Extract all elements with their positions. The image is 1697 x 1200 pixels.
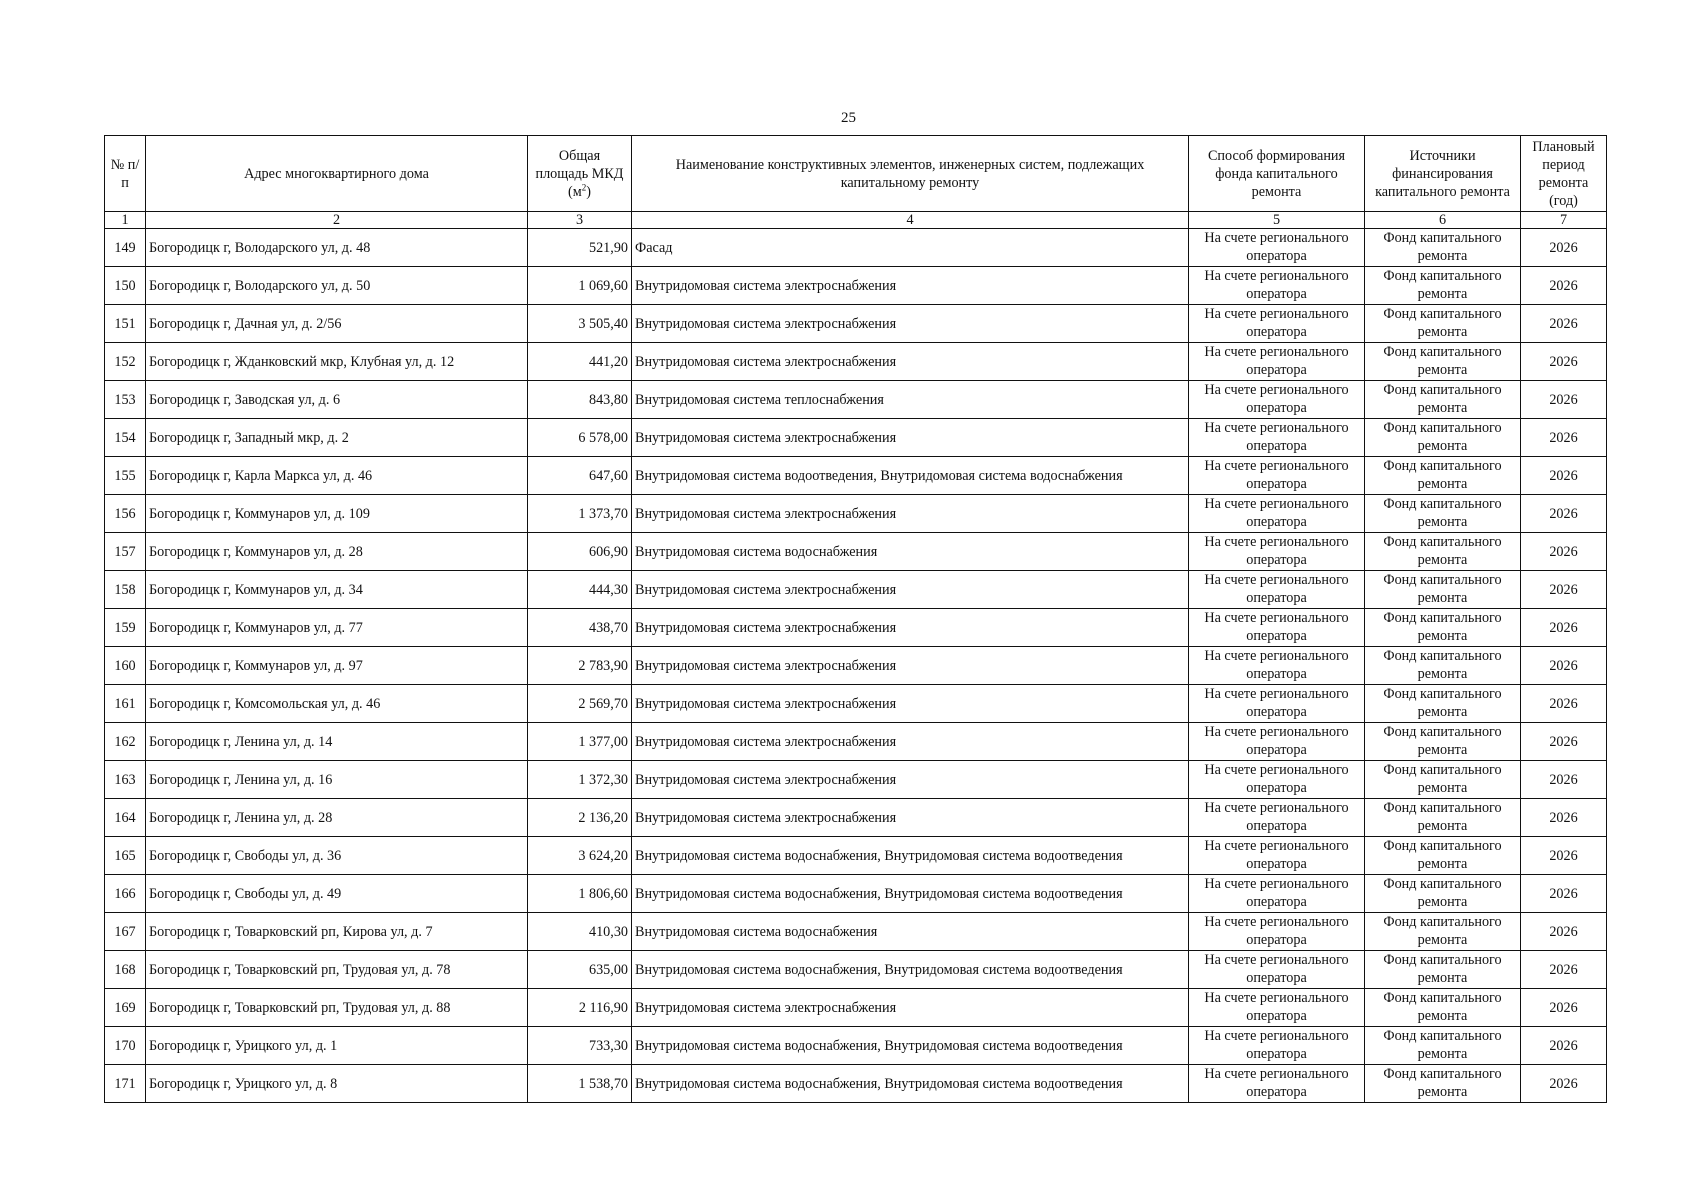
column-number: 5 bbox=[1189, 212, 1365, 229]
header-area-line1: Общая bbox=[558, 147, 601, 164]
elements-cell: Внутридомовая система электроснабжения bbox=[632, 343, 1189, 381]
method-cell: На счете регионального оператора bbox=[1189, 1027, 1365, 1065]
method-cell: На счете регионального оператора bbox=[1189, 647, 1365, 685]
table-row bbox=[105, 1027, 1607, 1065]
year-cell: 2026 bbox=[1521, 913, 1607, 951]
source-cell: Фонд капитального ремонта bbox=[1365, 913, 1521, 951]
area-cell: 521,90 bbox=[528, 229, 632, 267]
row-number: 150 bbox=[105, 267, 146, 305]
year-cell: 2026 bbox=[1521, 837, 1607, 875]
area-cell: 647,60 bbox=[528, 457, 632, 495]
source-cell: Фонд капитального ремонта bbox=[1365, 951, 1521, 989]
year-cell: 2026 bbox=[1521, 1065, 1607, 1103]
elements-cell: Внутридомовая система водоснабжения, Внутридомовая система водоотведения bbox=[632, 1065, 1189, 1103]
year-cell: 2026 bbox=[1521, 989, 1607, 1027]
year-cell: 2026 bbox=[1521, 1027, 1607, 1065]
method-cell: На счете регионального оператора bbox=[1189, 533, 1365, 571]
address-cell: Богородицк г, Ленина ул, д. 16 bbox=[146, 761, 528, 799]
source-cell: Фонд капитального ремонта bbox=[1365, 799, 1521, 837]
method-cell: На счете регионального оператора bbox=[1189, 1065, 1365, 1103]
year-cell: 2026 bbox=[1521, 419, 1607, 457]
source-cell: Фонд капитального ремонта bbox=[1365, 381, 1521, 419]
area-cell: 410,30 bbox=[528, 913, 632, 951]
source-cell: Фонд капитального ремонта bbox=[1365, 647, 1521, 685]
source-cell: Фонд капитального ремонта bbox=[1365, 609, 1521, 647]
area-cell: 438,70 bbox=[528, 609, 632, 647]
elements-cell: Внутридомовая система электроснабжения bbox=[632, 571, 1189, 609]
elements-cell: Внутридомовая система теплоснабжения bbox=[632, 381, 1189, 419]
area-cell: 6 578,00 bbox=[528, 419, 632, 457]
area-cell: 1 069,60 bbox=[528, 267, 632, 305]
year-cell: 2026 bbox=[1521, 343, 1607, 381]
row-number: 156 bbox=[105, 495, 146, 533]
source-cell: Фонд капитального ремонта bbox=[1365, 267, 1521, 305]
table-row bbox=[105, 343, 1607, 381]
row-number: 158 bbox=[105, 571, 146, 609]
source-cell: Фонд капитального ремонта bbox=[1365, 229, 1521, 267]
elements-cell: Фасад bbox=[632, 229, 1189, 267]
row-number: 170 bbox=[105, 1027, 146, 1065]
year-cell: 2026 bbox=[1521, 761, 1607, 799]
address-cell: Богородицк г, Дачная ул, д. 2/56 bbox=[146, 305, 528, 343]
address-cell: Богородицк г, Ленина ул, д. 28 bbox=[146, 799, 528, 837]
year-cell: 2026 bbox=[1521, 457, 1607, 495]
area-cell: 2 569,70 bbox=[528, 685, 632, 723]
table-row bbox=[105, 419, 1607, 457]
source-cell: Фонд капитального ремонта bbox=[1365, 1065, 1521, 1103]
header-period: Плановый период ремонта (год) bbox=[1521, 136, 1607, 212]
elements-cell: Внутридомовая система водоснабжения, Внутридомовая система водоотведения bbox=[632, 875, 1189, 913]
source-cell: Фонд капитального ремонта bbox=[1365, 343, 1521, 381]
address-cell: Богородицк г, Коммунаров ул, д. 34 bbox=[146, 571, 528, 609]
elements-cell: Внутридомовая система электроснабжения bbox=[632, 495, 1189, 533]
table-row bbox=[105, 685, 1607, 723]
year-cell: 2026 bbox=[1521, 305, 1607, 343]
elements-cell: Внутридомовая система электроснабжения bbox=[632, 419, 1189, 457]
year-cell: 2026 bbox=[1521, 685, 1607, 723]
table-row bbox=[105, 837, 1607, 875]
year-cell: 2026 bbox=[1521, 533, 1607, 571]
table-row bbox=[105, 799, 1607, 837]
address-cell: Богородицк г, Комсомольская ул, д. 46 bbox=[146, 685, 528, 723]
area-cell: 606,90 bbox=[528, 533, 632, 571]
address-cell: Богородицк г, Товарковский рп, Кирова ул, д. 7 bbox=[146, 913, 528, 951]
address-cell: Богородицк г, Свободы ул, д. 49 bbox=[146, 875, 528, 913]
column-number: 4 bbox=[632, 212, 1189, 229]
column-number: 1 bbox=[105, 212, 146, 229]
area-cell: 1 377,00 bbox=[528, 723, 632, 761]
repair-register-table bbox=[104, 135, 1607, 1103]
elements-cell: Внутридомовая система электроснабжения bbox=[632, 685, 1189, 723]
elements-cell: Внутридомовая система электроснабжения bbox=[632, 799, 1189, 837]
column-number: 7 bbox=[1521, 212, 1607, 229]
elements-cell: Внутридомовая система водоснабжения, Внутридомовая система водоотведения bbox=[632, 837, 1189, 875]
table-row bbox=[105, 875, 1607, 913]
table-row bbox=[105, 913, 1607, 951]
method-cell: На счете регионального оператора bbox=[1189, 609, 1365, 647]
table-header-row bbox=[105, 136, 1607, 212]
source-cell: Фонд капитального ремонта bbox=[1365, 875, 1521, 913]
row-number: 151 bbox=[105, 305, 146, 343]
area-cell: 733,30 bbox=[528, 1027, 632, 1065]
method-cell: На счете регионального оператора bbox=[1189, 723, 1365, 761]
source-cell: Фонд капитального ремонта bbox=[1365, 495, 1521, 533]
page-number: 25 bbox=[841, 110, 856, 126]
area-cell: 1 372,30 bbox=[528, 761, 632, 799]
table-row bbox=[105, 1065, 1607, 1103]
table-row bbox=[105, 381, 1607, 419]
table-row bbox=[105, 989, 1607, 1027]
method-cell: На счете регионального оператора bbox=[1189, 495, 1365, 533]
header-area-unit-sup: 2 bbox=[581, 181, 587, 192]
address-cell: Богородицк г, Ленина ул, д. 14 bbox=[146, 723, 528, 761]
row-number: 159 bbox=[105, 609, 146, 647]
year-cell: 2026 bbox=[1521, 267, 1607, 305]
area-cell: 635,00 bbox=[528, 951, 632, 989]
source-cell: Фонд капитального ремонта bbox=[1365, 419, 1521, 457]
year-cell: 2026 bbox=[1521, 495, 1607, 533]
address-cell: Богородицк г, Заводская ул, д. 6 bbox=[146, 381, 528, 419]
table-row bbox=[105, 761, 1607, 799]
address-cell: Богородицк г, Коммунаров ул, д. 109 bbox=[146, 495, 528, 533]
row-number: 165 bbox=[105, 837, 146, 875]
row-number: 168 bbox=[105, 951, 146, 989]
address-cell: Богородицк г, Западный мкр, д. 2 bbox=[146, 419, 528, 457]
header-num: № п/п bbox=[105, 136, 146, 212]
method-cell: На счете регионального оператора bbox=[1189, 799, 1365, 837]
row-number: 171 bbox=[105, 1065, 146, 1103]
area-cell: 2 116,90 bbox=[528, 989, 632, 1027]
source-cell: Фонд капитального ремонта bbox=[1365, 723, 1521, 761]
header-source: Источники финансирования капитального ремонта bbox=[1365, 136, 1521, 212]
year-cell: 2026 bbox=[1521, 229, 1607, 267]
area-cell: 3 505,40 bbox=[528, 305, 632, 343]
address-cell: Богородицк г, Коммунаров ул, д. 77 bbox=[146, 609, 528, 647]
table-row bbox=[105, 305, 1607, 343]
table-row bbox=[105, 571, 1607, 609]
address-cell: Богородицк г, Жданковский мкр, Клубная ул, д. 12 bbox=[146, 343, 528, 381]
address-cell: Богородицк г, Свободы ул, д. 36 bbox=[146, 837, 528, 875]
table-row bbox=[105, 533, 1607, 571]
year-cell: 2026 bbox=[1521, 723, 1607, 761]
elements-cell: Внутридомовая система электроснабжения bbox=[632, 761, 1189, 799]
table-row bbox=[105, 267, 1607, 305]
header-elements: Наименование конструктивных элементов, инженерных систем, подлежащих капитальному ремонту bbox=[632, 136, 1189, 212]
row-number: 153 bbox=[105, 381, 146, 419]
elements-cell: Внутридомовая система электроснабжения bbox=[632, 647, 1189, 685]
method-cell: На счете регионального оператора bbox=[1189, 761, 1365, 799]
year-cell: 2026 bbox=[1521, 647, 1607, 685]
elements-cell: Внутридомовая система водоснабжения bbox=[632, 913, 1189, 951]
method-cell: На счете регионального оператора bbox=[1189, 571, 1365, 609]
row-number: 155 bbox=[105, 457, 146, 495]
source-cell: Фонд капитального ремонта bbox=[1365, 305, 1521, 343]
row-number: 157 bbox=[105, 533, 146, 571]
method-cell: На счете регионального оператора bbox=[1189, 875, 1365, 913]
table-row bbox=[105, 457, 1607, 495]
header-area-unit-pre: (м bbox=[568, 183, 582, 200]
source-cell: Фонд капитального ремонта bbox=[1365, 685, 1521, 723]
row-number: 154 bbox=[105, 419, 146, 457]
method-cell: На счете регионального оператора bbox=[1189, 989, 1365, 1027]
area-cell: 444,30 bbox=[528, 571, 632, 609]
row-number: 162 bbox=[105, 723, 146, 761]
address-cell: Богородицк г, Урицкого ул, д. 1 bbox=[146, 1027, 528, 1065]
header-area-line2: площадь МКД bbox=[535, 165, 624, 182]
year-cell: 2026 bbox=[1521, 381, 1607, 419]
elements-cell: Внутридомовая система водоснабжения bbox=[632, 533, 1189, 571]
row-number: 163 bbox=[105, 761, 146, 799]
row-number: 164 bbox=[105, 799, 146, 837]
address-cell: Богородицк г, Володарского ул, д. 48 bbox=[146, 229, 528, 267]
method-cell: На счете регионального оператора bbox=[1189, 685, 1365, 723]
year-cell: 2026 bbox=[1521, 951, 1607, 989]
header-method: Способ формирования фонда капитального ремонта bbox=[1189, 136, 1365, 212]
year-cell: 2026 bbox=[1521, 799, 1607, 837]
method-cell: На счете регионального оператора bbox=[1189, 419, 1365, 457]
area-cell: 2 783,90 bbox=[528, 647, 632, 685]
table-row bbox=[105, 647, 1607, 685]
source-cell: Фонд капитального ремонта bbox=[1365, 761, 1521, 799]
elements-cell: Внутридомовая система водоотведения, Внутридомовая система водоснабжения bbox=[632, 457, 1189, 495]
source-cell: Фонд капитального ремонта bbox=[1365, 989, 1521, 1027]
column-number: 2 bbox=[146, 212, 528, 229]
method-cell: На счете регионального оператора bbox=[1189, 951, 1365, 989]
area-cell: 3 624,20 bbox=[528, 837, 632, 875]
area-cell: 1 806,60 bbox=[528, 875, 632, 913]
elements-cell: Внутридомовая система водоснабжения, Внутридомовая система водоотведения bbox=[632, 951, 1189, 989]
elements-cell: Внутридомовая система электроснабжения bbox=[632, 305, 1189, 343]
method-cell: На счете регионального оператора bbox=[1189, 267, 1365, 305]
header-address: Адрес многоквартирного дома bbox=[146, 136, 528, 212]
column-number-row bbox=[105, 212, 1607, 229]
row-number: 161 bbox=[105, 685, 146, 723]
row-number: 152 bbox=[105, 343, 146, 381]
elements-cell: Внутридомовая система электроснабжения bbox=[632, 989, 1189, 1027]
method-cell: На счете регионального оператора bbox=[1189, 381, 1365, 419]
elements-cell: Внутридомовая система электроснабжения bbox=[632, 609, 1189, 647]
column-number: 3 bbox=[528, 212, 632, 229]
row-number: 169 bbox=[105, 989, 146, 1027]
area-cell: 1 373,70 bbox=[528, 495, 632, 533]
source-cell: Фонд капитального ремонта bbox=[1365, 1027, 1521, 1065]
source-cell: Фонд капитального ремонта bbox=[1365, 571, 1521, 609]
address-cell: Богородицк г, Урицкого ул, д. 8 bbox=[146, 1065, 528, 1103]
row-number: 160 bbox=[105, 647, 146, 685]
method-cell: На счете регионального оператора bbox=[1189, 343, 1365, 381]
address-cell: Богородицк г, Володарского ул, д. 50 bbox=[146, 267, 528, 305]
table-row bbox=[105, 229, 1607, 267]
table-row bbox=[105, 495, 1607, 533]
table-row bbox=[105, 951, 1607, 989]
address-cell: Богородицк г, Товарковский рп, Трудовая ул, д. 88 bbox=[146, 989, 528, 1027]
address-cell: Богородицк г, Коммунаров ул, д. 28 bbox=[146, 533, 528, 571]
table-row bbox=[105, 609, 1607, 647]
elements-cell: Внутридомовая система электроснабжения bbox=[632, 723, 1189, 761]
row-number: 167 bbox=[105, 913, 146, 951]
method-cell: На счете регионального оператора bbox=[1189, 457, 1365, 495]
area-cell: 1 538,70 bbox=[528, 1065, 632, 1103]
method-cell: На счете регионального оператора bbox=[1189, 837, 1365, 875]
row-number: 166 bbox=[105, 875, 146, 913]
method-cell: На счете регионального оператора bbox=[1189, 305, 1365, 343]
source-cell: Фонд капитального ремонта bbox=[1365, 533, 1521, 571]
elements-cell: Внутридомовая система электроснабжения bbox=[632, 267, 1189, 305]
source-cell: Фонд капитального ремонта bbox=[1365, 837, 1521, 875]
address-cell: Богородицк г, Товарковский рп, Трудовая ул, д. 78 bbox=[146, 951, 528, 989]
area-cell: 441,20 bbox=[528, 343, 632, 381]
elements-cell: Внутридомовая система водоснабжения, Внутридомовая система водоотведения bbox=[632, 1027, 1189, 1065]
address-cell: Богородицк г, Коммунаров ул, д. 97 bbox=[146, 647, 528, 685]
source-cell: Фонд капитального ремонта bbox=[1365, 457, 1521, 495]
column-number: 6 bbox=[1365, 212, 1521, 229]
year-cell: 2026 bbox=[1521, 609, 1607, 647]
table-body bbox=[105, 229, 1607, 1103]
area-cell: 843,80 bbox=[528, 381, 632, 419]
header-area-unit-post: ) bbox=[586, 183, 591, 200]
method-cell: На счете регионального оператора bbox=[1189, 229, 1365, 267]
row-number: 149 bbox=[105, 229, 146, 267]
method-cell: На счете регионального оператора bbox=[1189, 913, 1365, 951]
year-cell: 2026 bbox=[1521, 875, 1607, 913]
area-cell: 2 136,20 bbox=[528, 799, 632, 837]
table-row bbox=[105, 723, 1607, 761]
year-cell: 2026 bbox=[1521, 571, 1607, 609]
header-area bbox=[528, 136, 632, 212]
address-cell: Богородицк г, Карла Маркса ул, д. 46 bbox=[146, 457, 528, 495]
